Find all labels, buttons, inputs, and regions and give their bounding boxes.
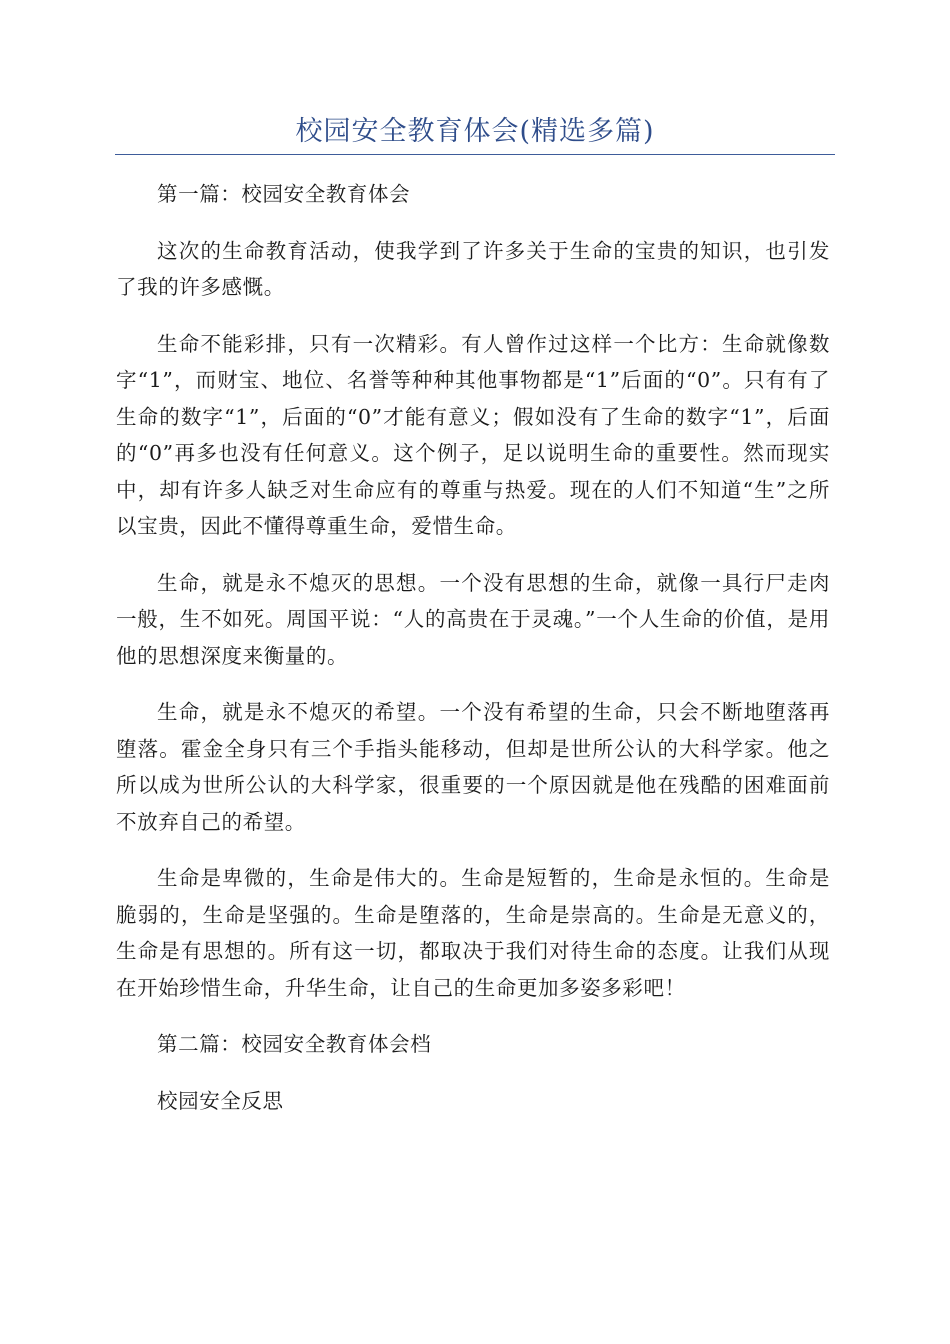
paragraph-3: 生命，就是永不熄灭的思想。一个没有思想的生命，就像一具行尸走肉一般，生不如死。周国平说：“人的高贵在于灵魂。”一个人生命的价值，是用他的思想深度来衡量的。 (116, 570, 830, 668)
section-heading-2: 第二篇：校园安全教育体会档 (157, 1032, 432, 1056)
paragraph-1: 这次的生命教育活动，使我学到了许多关于生命的宝贵的知识，也引发了我的许多感慨。 (116, 238, 830, 299)
subsection-heading: 校园安全反思 (157, 1088, 284, 1113)
paragraph-5: 生命是卑微的，生命是伟大的。生命是短暂的，生命是永恒的。生命是脆弱的，生命是坚强的。生命是堕落的，生命是崇高的。生命是无意义的，生命是有思想的。所有这一切，都取决于我们对待生命的态度。让我们从现在开始珍惜生命，升华生命，让自己的生命更加多姿多彩吧！ (116, 866, 830, 1000)
document-body (116, 176, 830, 1139)
paragraph-4: 生命，就是永不熄灭的希望。一个没有希望的生命，只会不断地堕落再堕落。霍金全身只有三个手指头能移动，但却是世所公认的大科学家。他之所以成为世所公认的大科学家，很重要的一个原因就是他在残酷的困难面前不放弃自己的希望。 (116, 700, 830, 834)
title-underline (115, 154, 835, 155)
document-title: 校园安全教育体会(精选多篇) (295, 116, 655, 147)
paragraph-2: 生命不能彩排，只有一次精彩。有人曾作过这样一个比方：生命就像数字“1”，而财宝、地位、名誉等种种其他事物都是“1”后面的“0”。只有有了生命的数字“1”，后面的“0”才能有意义；假如没有了生命的数字“1”，后面的“0”再多也没有任何意义。这个例子，足以说明生命的重要性。然而现实中，却有许多人缺乏对生命应有的尊重与热爱。现在的人们不知道“生”之所以宝贵，因此不懂得尊重生命，爱惜生命。 (116, 331, 830, 538)
section-heading-1: 第一篇：校园安全教育体会 (157, 182, 411, 206)
